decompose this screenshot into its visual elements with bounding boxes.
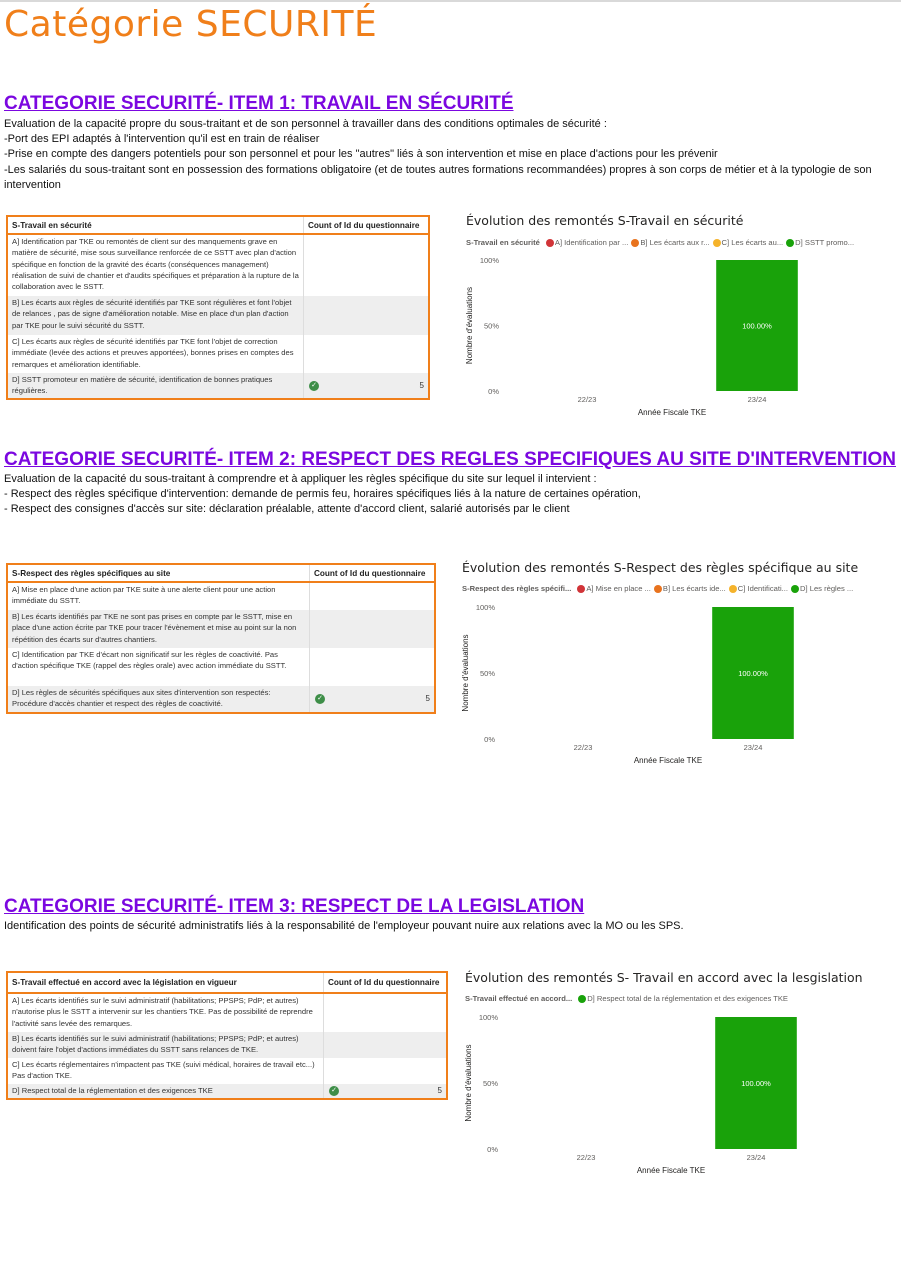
- x-tick-label: 22/23: [577, 395, 597, 404]
- legend-title: S-Travail effectué en accord...: [465, 994, 573, 1003]
- legend-title: S-Respect des règles spécifi...: [462, 584, 572, 593]
- row-label: B] Les écarts identifiés par TKE ne sont pas prises en compte par le SSTT, mise en place d'une action écrite par TKE pour tracer l'évènement et mise au point sur la non répétition des écarts sur d'autres chantiers.: [8, 610, 310, 648]
- table-row[interactable]: [8, 648, 434, 686]
- row-label: D] SSTT promoteur en matière de sécurité, identification de bonnes pratiques régulières.: [8, 373, 304, 398]
- legend-label: C] Les écarts au...: [721, 238, 784, 247]
- row-count: 5: [425, 694, 430, 703]
- chart-2-plot: [458, 599, 888, 769]
- legend-item[interactable]: [577, 584, 651, 593]
- legend-label: A] Identification par ...: [554, 238, 629, 247]
- column-header-category[interactable]: S-Respect des règles spécifiques au site: [8, 565, 310, 581]
- legend-dot-icon: [577, 585, 585, 593]
- legend-dot-icon: [631, 239, 639, 247]
- row-label: A] Les écarts identifiés sur le suivi administratif (habilitations; PPSPS; PdP; et autres) n'autorise plus le SSTT a intervenir sur les chantiers TKE. Pas de possibilité de reprendre l'activité sans levée des remarques.: [8, 994, 324, 1032]
- x-tick-label: 23/24: [746, 1153, 766, 1162]
- x-axis-label: Année Fiscale TKE: [633, 756, 703, 765]
- legend-item[interactable]: [654, 584, 726, 593]
- description-line: - Respect des consignes d'accès sur site: déclaration préalable, attente d'accord client, salarié autorisés par le client: [4, 503, 570, 516]
- y-tick-label: 50%: [482, 1079, 498, 1088]
- y-tick-label: 50%: [483, 321, 499, 331]
- legend-dot-icon: [546, 239, 554, 247]
- legend-item[interactable]: [729, 584, 788, 593]
- table-row[interactable]: [8, 610, 434, 648]
- legend-label: B] Les écarts aux r...: [640, 238, 710, 247]
- table-row[interactable]: [8, 1032, 446, 1058]
- table-row[interactable]: [8, 583, 434, 610]
- row-count-cell: [324, 1084, 446, 1098]
- row-label: D] Les règles de sécurités spécifiques aux sites d'intervention son respectés: Procédure d'accès chantier et respect des règles de coactivité.: [8, 686, 310, 712]
- legend-dot-icon: [578, 995, 586, 1003]
- row-label: A] Mise en place d'une action par TKE suite à une alerte client pour une action immédiate du SSTT.: [8, 583, 310, 610]
- chart-3-legend: [465, 994, 791, 1003]
- item-2-table: [6, 563, 436, 714]
- y-axis-label: Nombre d'évaluations: [461, 634, 470, 712]
- legend-label: D] SSTT promo...: [795, 238, 855, 247]
- column-header-count[interactable]: Count of Id du questionnaire: [314, 568, 426, 578]
- item-3-heading: CATEGORIE SECURITÉ- ITEM 3: RESPECT DE LA LEGISLATION: [4, 896, 585, 917]
- y-tick-label: 100%: [478, 1013, 498, 1022]
- y-tick-label: 0%: [488, 387, 499, 396]
- check-circle-icon: ✓: [315, 694, 325, 704]
- y-tick-label: 0%: [487, 1145, 498, 1154]
- legend-dot-icon: [729, 585, 737, 593]
- table-row[interactable]: [8, 296, 428, 335]
- description-line: -Port des EPI adaptés à l'intervention qu'il est en train de réaliser: [4, 133, 320, 146]
- column-header-category[interactable]: S-Travail effectué en accord avec la législation en vigueur: [8, 973, 324, 992]
- table-row[interactable]: [8, 235, 428, 296]
- y-axis-label: Nombre d'évaluations: [464, 1044, 473, 1122]
- chart-1-legend: [466, 238, 857, 247]
- chart-3-title: Évolution des remontés S- Travail en accord avec la lesgislation: [465, 970, 863, 985]
- table-row[interactable]: [8, 335, 428, 373]
- legend-label: D] Les règles ...: [800, 584, 854, 593]
- row-label: B] Les écarts aux règles de sécurité identifiés par TKE sont régulières et font l'objet de relances , pas de signe d'amélioration notable. Mise en place d'un plan d'action par TKE pour le suivi sécurité du SSTT.: [8, 296, 304, 335]
- legend-item[interactable]: [786, 238, 854, 247]
- item-2-description: [4, 472, 892, 518]
- item-2-heading: CATEGORIE SECURITÉ- ITEM 2: RESPECT DES REGLES SPECIFIQUES AU SITE D'INTERVENTION: [4, 449, 896, 470]
- y-tick-label: 100%: [475, 603, 495, 612]
- row-label: C] Identification par TKE d'écart non significatif sur les règles de coactivité. Pas d'action spécifique TKE (rappel des règles orale) avec action immédiate du SSTT.: [8, 648, 310, 686]
- item-3-description: [4, 919, 892, 934]
- x-tick-label: 22/23: [573, 743, 593, 752]
- column-header-count[interactable]: Count of Id du questionnaire: [328, 978, 440, 987]
- row-label: C] Les écarts aux règles de sécurité identifiés par TKE font l'objet de correction immédiate (levée des actions et preuves apportées), bonnes prises en comptes des remarques et amélioration identifiable.: [8, 335, 304, 373]
- data-label: 100.00%: [741, 1079, 771, 1088]
- legend-dot-icon: [713, 239, 721, 247]
- page-title: Catégorie SECURITÉ: [4, 4, 378, 45]
- legend-item[interactable]: [631, 238, 709, 247]
- table-header: [8, 565, 434, 583]
- y-tick-label: 50%: [479, 669, 495, 678]
- column-header-count[interactable]: Count of Id du questionnaire: [308, 220, 420, 230]
- chart-1-title: Évolution des remontés S-Travail en sécurité: [466, 213, 744, 228]
- y-tick-label: 100%: [479, 256, 499, 265]
- description-line: Identification des points de sécurité administratifs liés à la responsabilité de l'employeur pouvant nuire aux relations avec la MO ou les SPS.: [4, 920, 684, 932]
- legend-item[interactable]: [791, 584, 853, 593]
- data-label: 100.00%: [738, 669, 768, 678]
- description-line: -Prise en compte des dangers potentiels pour son personnel et pour les "autres" liés à son intervention et mise en place d'actions pour les prévenir: [4, 148, 718, 161]
- table-row[interactable]: [8, 1058, 446, 1084]
- column-header-category[interactable]: S-Travail en sécurité: [8, 217, 304, 233]
- row-label: A] Identification par TKE ou remontés de client sur des manquements grave en matière de sécurité, mise sous surveillance renforcée de ce SSTT avec plan d'action spécifique en fonction de la gravité des écarts (conséquences management) réalisation de suivi de chantier et d'audits spécifiques et préparation à la rupture de la collaboration avec le SSTT.: [8, 235, 304, 296]
- legend-item[interactable]: [578, 994, 788, 1003]
- table-row[interactable]: [8, 1084, 446, 1098]
- y-tick-label: 0%: [484, 735, 495, 744]
- x-axis-label: Année Fiscale TKE: [637, 408, 707, 417]
- legend-label: B] Les écarts ide...: [662, 584, 726, 593]
- row-count-cell: [304, 373, 428, 398]
- description-line: - Respect des règles spécifique d'intervention: demande de permis feu, horaires spécifiques liés à la nature de certaines opération,: [4, 488, 641, 501]
- item-1-table: [6, 215, 430, 400]
- legend-dot-icon: [786, 239, 794, 247]
- item-1-description: [4, 117, 892, 193]
- item-3-table: [6, 971, 448, 1100]
- x-axis-label: Année Fiscale TKE: [636, 1166, 706, 1175]
- row-label: B] Les écarts identifiés sur le suivi administratif (habilitations; PPSPS; PdP; et autres) doivent faire l'objet d'actions immédiates du SSTT sans relances de TKE.: [8, 1032, 324, 1058]
- row-count: 5: [437, 1086, 442, 1095]
- row-count-cell: [310, 686, 434, 712]
- y-axis-label: Nombre d'évaluations: [465, 286, 474, 365]
- x-tick-label: 23/24: [743, 743, 763, 752]
- legend-dot-icon: [791, 585, 799, 593]
- description-line: Evaluation de la capacité propre du sous-traitant et de son personnel à travailler dans des conditions optimales de sécurité :: [4, 118, 607, 130]
- table-header: [8, 973, 446, 994]
- description-line: -Les salariés du sous-traitant sont en possession des formations obligatoire (et de toutes autres formations recommandées) propres à son corps de métier et à la typologie de son intervention: [4, 163, 872, 191]
- legend-label: D] Respect total de la réglementation et des exigences TKE: [587, 994, 788, 1003]
- check-circle-icon: ✓: [329, 1086, 339, 1096]
- legend-dot-icon: [654, 585, 662, 593]
- legend-label: C] Identificati...: [737, 584, 789, 593]
- top-divider: [0, 0, 901, 2]
- table-row[interactable]: [8, 373, 428, 398]
- x-tick-label: 23/24: [747, 395, 767, 404]
- chart-3-plot: [461, 1009, 891, 1184]
- legend-item[interactable]: [713, 238, 784, 247]
- legend-item[interactable]: [546, 238, 628, 247]
- row-count: 5: [419, 380, 424, 390]
- x-tick-label: 22/23: [576, 1153, 596, 1162]
- chart-1-plot: [462, 252, 892, 422]
- check-circle-icon: ✓: [309, 381, 319, 391]
- row-label: D] Respect total de la réglementation et des exigences TKE: [8, 1084, 324, 1098]
- legend-label: A] Mise en place ...: [586, 584, 651, 593]
- row-label: C] Les écarts réglementaires n'impactent pas TKE (suivi médical, horaires de travail etc...) Pas d'action TKE.: [8, 1058, 324, 1084]
- table-row[interactable]: [8, 994, 446, 1032]
- data-label: 100.00%: [742, 321, 772, 331]
- item-1-heading: CATEGORIE SECURITÉ- ITEM 1: TRAVAIL EN SÉCURITÉ: [4, 93, 514, 114]
- chart-2-title: Évolution des remontés S-Respect des règles spécifique au site: [462, 560, 859, 575]
- table-header: [8, 217, 428, 235]
- legend-title: S-Travail en sécurité: [466, 238, 540, 247]
- description-line: Evaluation de la capacité du sous-traitant à comprendre et à appliquer les règles spécifique du site sur lequel il intervient :: [4, 473, 597, 485]
- table-row[interactable]: [8, 686, 434, 712]
- chart-2-legend: [462, 584, 856, 593]
